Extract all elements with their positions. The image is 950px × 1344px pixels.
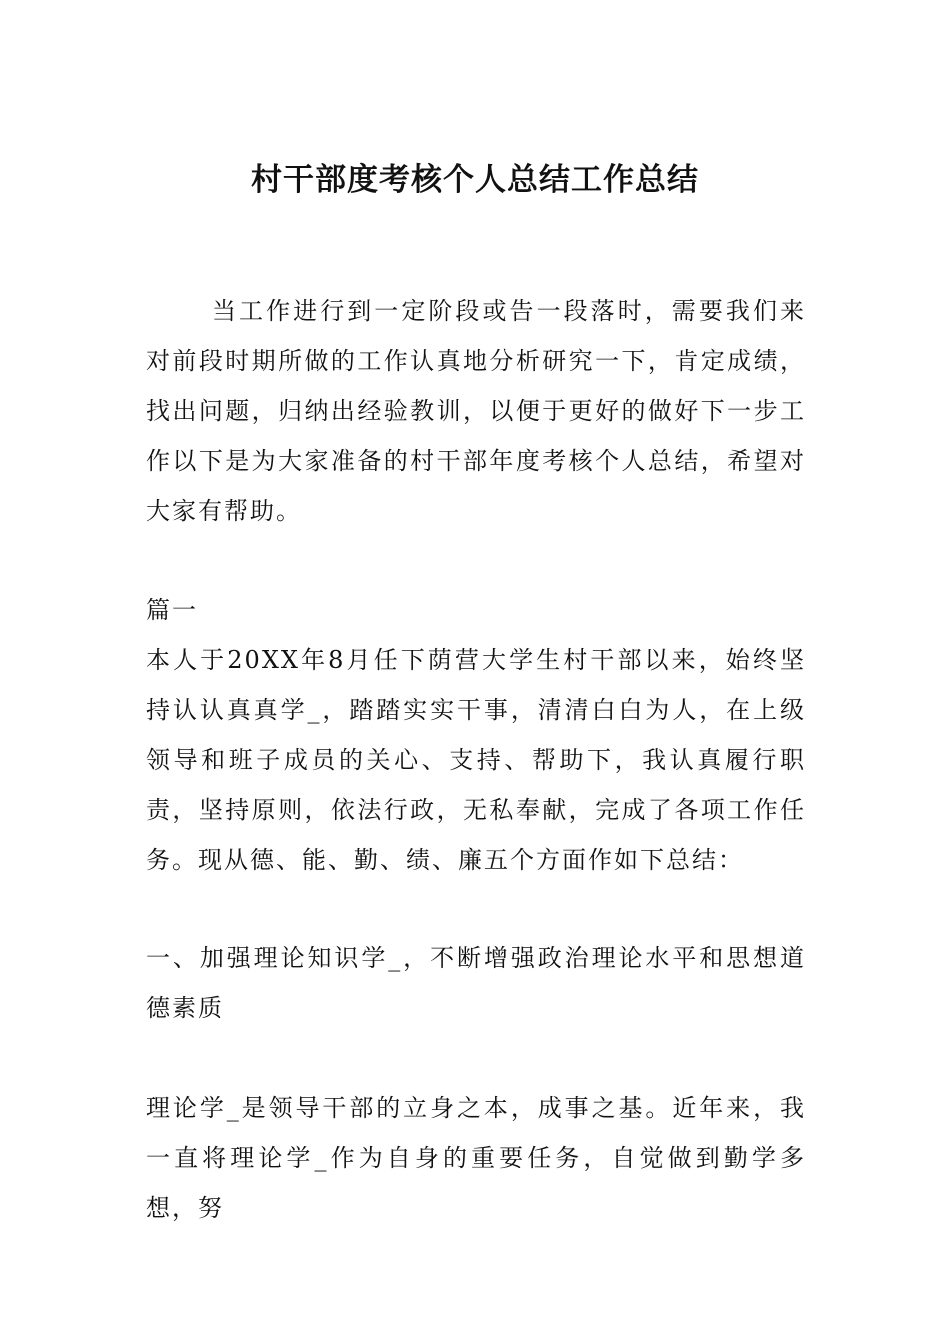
body-paragraph-2: 理论学_是领导干部的立身之本，成事之基。近年来，我一直将理论学_作为自身的重要任务，自觉做到勤学多想，努: [146, 1094, 806, 1222]
document-title: 村干部度考核个人总结工作总结: [251, 162, 699, 198]
section-label: 篇一: [146, 596, 198, 624]
section-heading-1: 一、加强理论知识学_，不断增强政治理论水平和思想道德素质: [146, 944, 806, 1022]
intro-paragraph: 当工作进行到一定阶段或告一段落时，需要我们来对前段时期所做的工作认真地分析研究一下，肯定成绩，找出问题，归纳出经验教训，以便于更好的做好下一步工作以下是为大家准备的村干部年度考核个人总结，希望对大家有帮助。: [146, 297, 806, 525]
body-paragraph-1: 本人于20XX年8月任下荫营大学生村干部以来，始终坚持认认真真学_，踏踏实实干事，清清白白为人，在上级领导和班子成员的关心、支持、帮助下，我认真履行职责，坚持原则，依法行政，无私奉献，完成了各项工作任务。现从德、能、勤、绩、廉五个方面作如下总结：: [146, 646, 806, 874]
